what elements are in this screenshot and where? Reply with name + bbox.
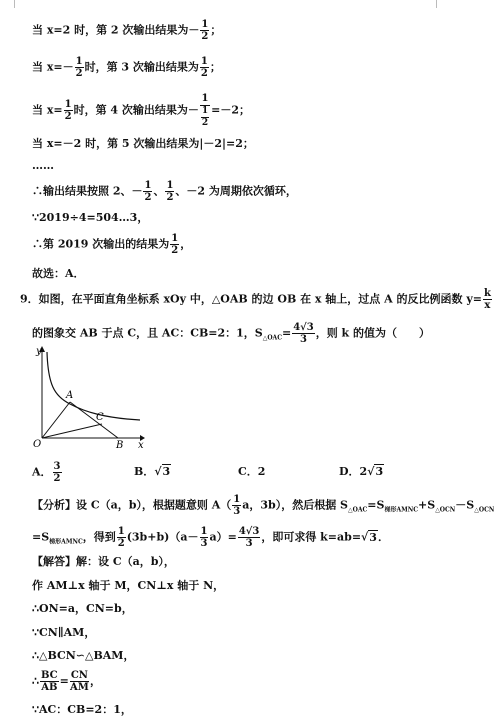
solution-heading: 【解答】解：设 C（a，b）， — [32, 555, 175, 568]
crop-mark-right — [436, 0, 437, 8]
solution-line-3: 当 x= $\frac{1}{2}$ 时，第 4 次输出结果为－ $\frac{1}{\frac{1}{2}}$ =－2； — [32, 93, 251, 128]
crop-mark-left — [14, 0, 15, 8]
fraction-one-half: $\frac{1}{2}$ — [201, 19, 209, 42]
option-A: A． $\frac{3}{2}$ — [32, 461, 61, 484]
segment-AB — [70, 402, 118, 438]
solution-line-2: 当 x=－ $\frac{1}{2}$ 时，第 3 次输出结果为 $\frac{1}{2}$ ； — [32, 56, 221, 79]
option-C: C．2 — [238, 465, 266, 478]
solution-step-6: ∴ $\frac{BC}{AB}$ = $\frac{CN}{AM}$ ， — [32, 670, 101, 693]
analysis-line-2: $=S_{梯形AMNC}$，得到 $\frac{1}{2}$ (3b+b)（a－ $\frac{1}{3}$ a）= $\frac{4√3}{3}$ ，即可求得 k=ab=√3． — [32, 526, 389, 549]
division-line: ∵2019÷4=504…3， — [32, 211, 149, 224]
analysis-line-1: 【分析】设 C（a，b），根据题意则 A（ $\frac{1}{3}$ a，3b），然后根据 $S_{\triangle OAC}=S_{梯形AMNC}+S_{\triangle OCN}-S_{\triangle OCN}$ — [32, 494, 494, 517]
point-C-label: C — [96, 412, 104, 423]
result-line: ∴第 2019 次输出的结果为 $\frac{1}{2}$ ， — [32, 233, 192, 256]
cycle-statement: ∴输出结果按照 2、－ $\frac{1}{2}$ 、 $\frac{1}{2}$ 、－2 为周期依次循环， — [32, 180, 297, 203]
option-B: B．√3 — [134, 465, 171, 478]
solution-step-5: ∴△BCN∽△BAM， — [32, 649, 135, 662]
solution-step-7: ∵AC：CB=2：1， — [32, 703, 132, 716]
question-9-stem: 9．如图，在平面直角坐标系 xOy 中，△OAB 的边 OB 在 x 轴上，过点 A 的反比例函数 y= $\frac{k}{x}$ — [20, 288, 491, 311]
solution-line-1: 当 x=2 时，第 2 次输出结果为－ $\frac{1}{2}$ ； — [32, 19, 222, 42]
hyperbola-curve — [47, 352, 140, 420]
solution-step-4: ∵CN∥AM， — [32, 626, 96, 639]
solution-line-4: 当 x=－2 时，第 5 次输出结果为|－2|=2； — [32, 137, 254, 150]
option-D: D．2√3 — [339, 465, 384, 478]
solution-step-2: 作 AM⊥x 轴于 M，CN⊥x 轴于 N， — [32, 579, 225, 592]
answer-line: 故选：A． — [32, 267, 85, 280]
coordinate-figure — [30, 344, 150, 451]
question-9-stem-2: 的图象交 AB 于点 C，且 AC：CB=2：1，$S_{\triangle OAC}=$ $\frac{4√3}{3}$ ，则 k 的值为（ ） — [32, 322, 430, 345]
origin-label: O — [33, 439, 42, 450]
x-label: x — [138, 440, 144, 451]
ellipsis-line: …… — [32, 159, 54, 172]
point-A-label: A — [66, 390, 74, 401]
point-B-label: B — [116, 440, 124, 451]
solution-step-3: ∴ON=a，CN=b， — [32, 602, 133, 615]
y-label: y — [36, 346, 42, 357]
